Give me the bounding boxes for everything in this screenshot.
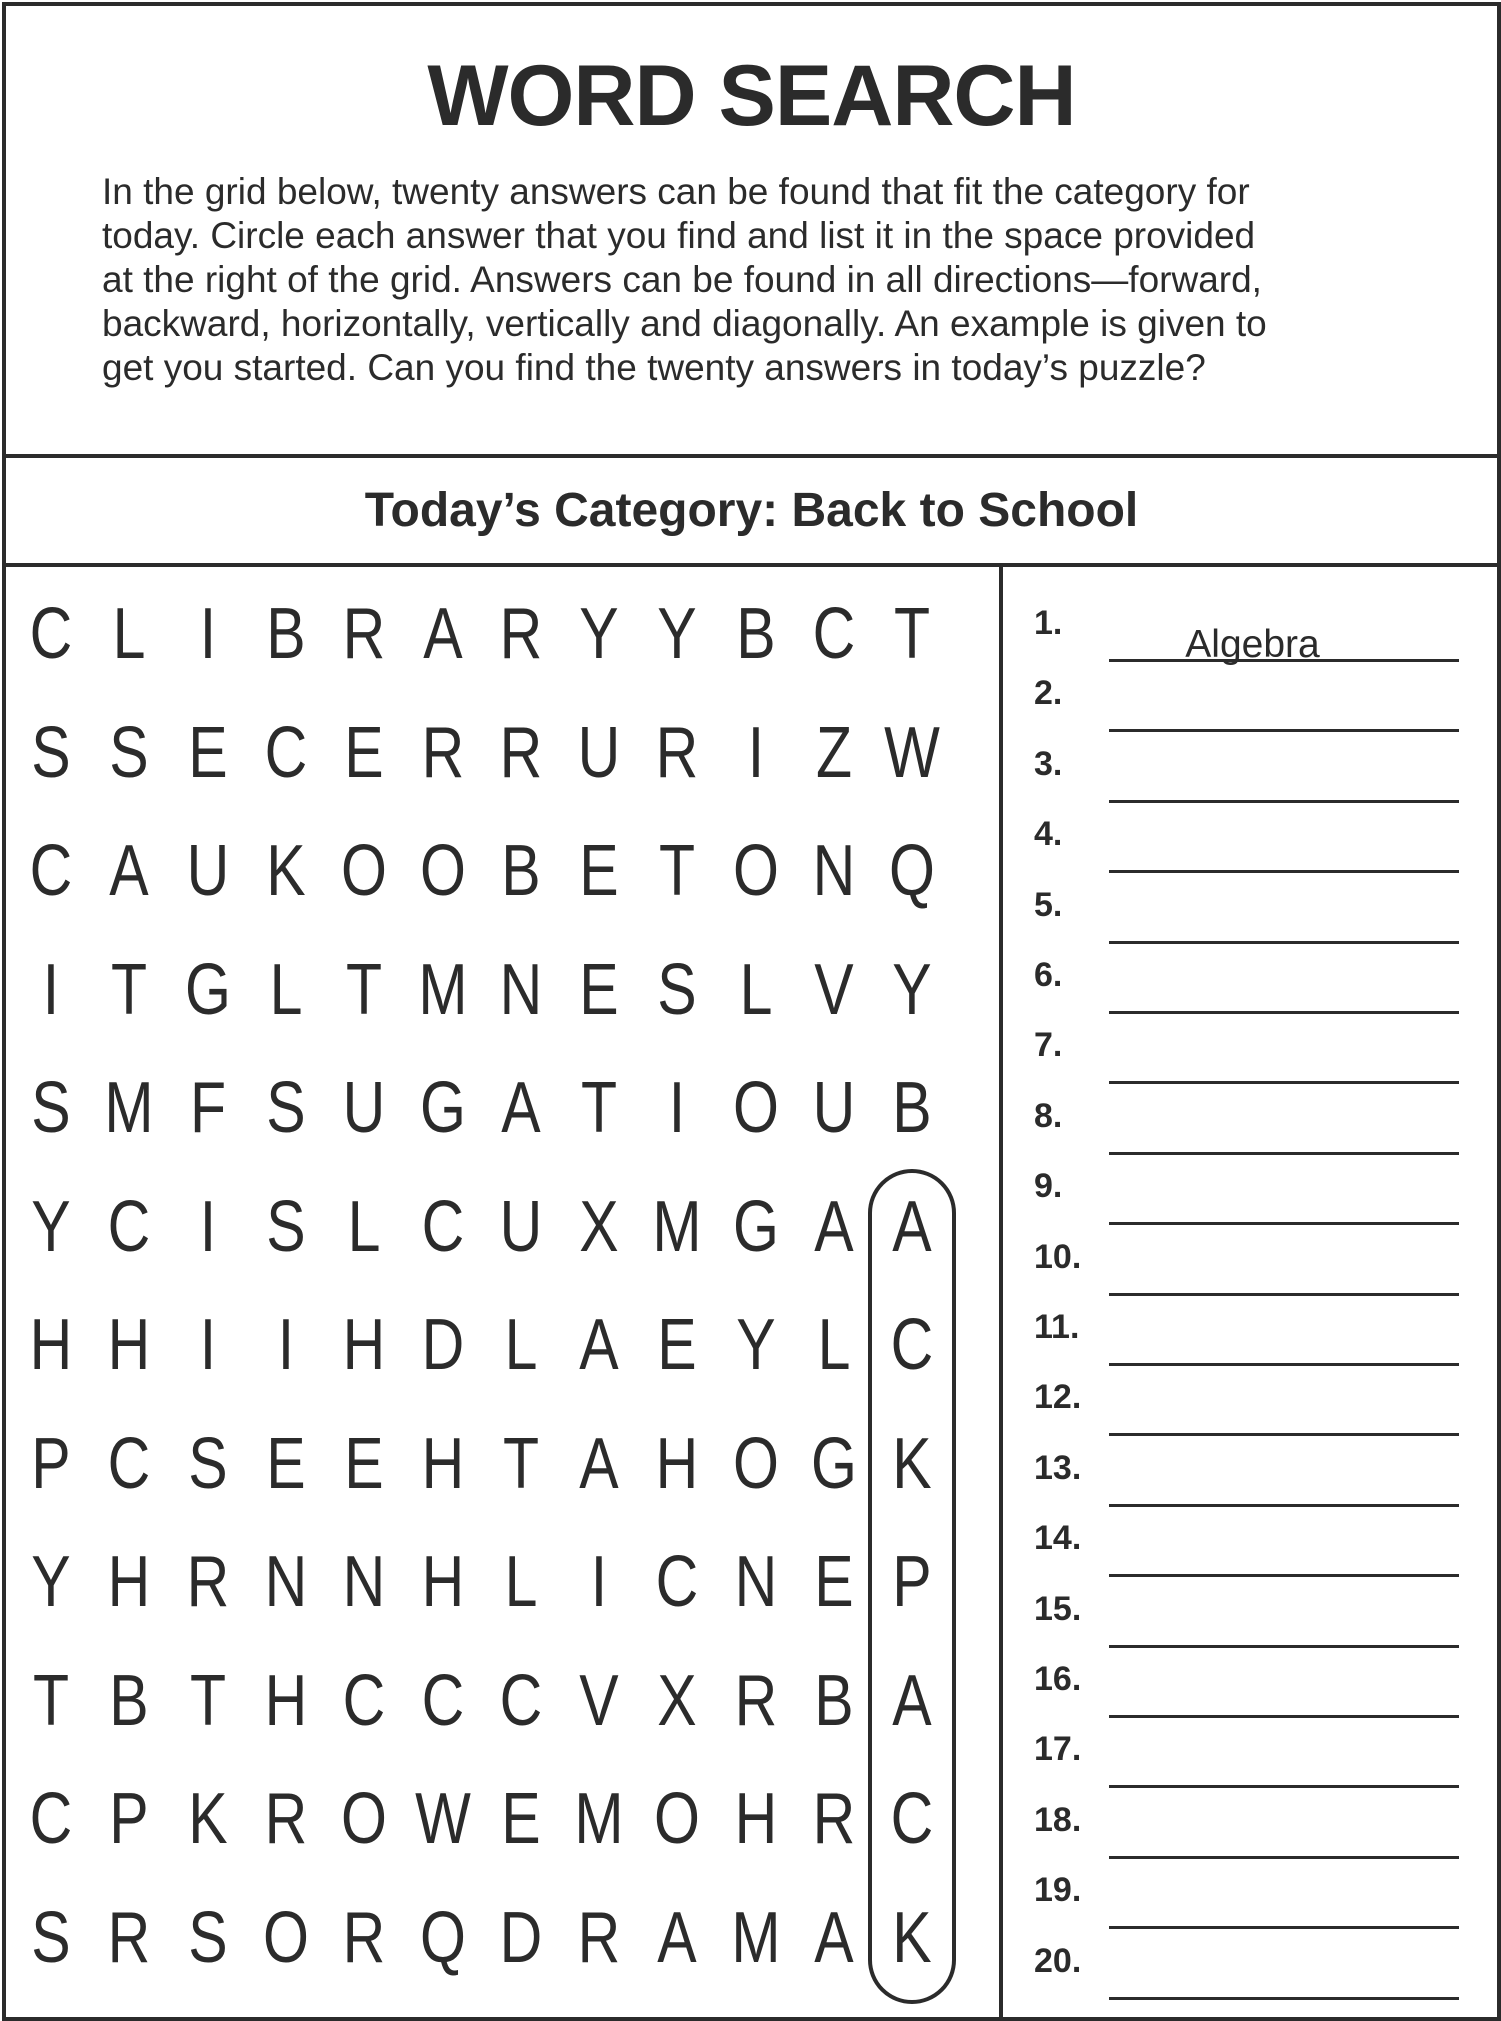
answer-blank-line[interactable] [1109, 1433, 1459, 1436]
answer-row [1003, 949, 1497, 1019]
grid-letter[interactable]: G [811, 1423, 857, 1504]
answer-blank-line[interactable] [1109, 1856, 1459, 1859]
grid-letter[interactable]: L [347, 1186, 381, 1267]
grid-letter[interactable]: I [277, 1305, 295, 1385]
grid-letter[interactable]: T [502, 1423, 539, 1504]
grid-letter[interactable]: Y [31, 1542, 71, 1622]
grid-letter[interactable]: X [579, 1186, 619, 1267]
answer-number: 11. [1034, 1308, 1080, 1346]
instructions-line: at the right of the grid. Answers can be found in all directions—forward, [102, 259, 1262, 300]
grid-letter[interactable]: B [814, 1660, 854, 1741]
grid-letter[interactable]: R [499, 594, 543, 674]
grid-letter[interactable]: T [581, 1068, 618, 1148]
grid-letter[interactable]: T [894, 594, 931, 674]
answer-blank-line[interactable] [1109, 1011, 1459, 1014]
grid-letter[interactable]: T [659, 831, 696, 911]
grid-letter[interactable]: N [812, 831, 856, 911]
instructions-line: In the grid below, twenty answers can be found that fit the category for [102, 171, 1250, 212]
grid-letter[interactable]: A [109, 831, 149, 911]
grid-letter[interactable]: M [417, 949, 468, 1030]
grid-letter[interactable]: Y [657, 594, 698, 674]
answer-blank-line[interactable] [1109, 1574, 1459, 1577]
grid-letter[interactable]: R [577, 1897, 621, 1978]
answer-number: 2. [1034, 674, 1063, 713]
answer-number: 10. [1034, 1237, 1082, 1276]
answer-row [1003, 1935, 1497, 2005]
grid-letter[interactable]: V [579, 1660, 619, 1741]
grid-letter[interactable]: N [499, 949, 543, 1030]
letter-grid [6, 567, 999, 2017]
grid-letter[interactable]: C [342, 1660, 386, 1741]
grid-letter[interactable]: T [111, 949, 148, 1030]
grid-letter[interactable]: I [42, 949, 60, 1030]
grid-letter[interactable]: G [419, 1068, 466, 1148]
grid-letter[interactable]: E [344, 712, 384, 793]
grid-letter[interactable]: I [747, 712, 764, 793]
grid-letter[interactable]: N [342, 1542, 386, 1622]
grid-letter[interactable]: L [739, 949, 773, 1030]
grid-letter[interactable]: A [579, 1423, 619, 1504]
answer-list [1003, 567, 1497, 2017]
grid-letter[interactable]: A [422, 594, 463, 674]
page-title: WORD SEARCH [427, 48, 1076, 144]
header-section [6, 6, 1497, 458]
answer-row [1003, 667, 1497, 737]
grid-letter[interactable]: R [107, 1897, 151, 1978]
grid-letter[interactable]: R [186, 1542, 229, 1622]
answer-number: 9. [1034, 1167, 1063, 1206]
grid-letter[interactable]: H [107, 1305, 151, 1385]
answer-row [1003, 1160, 1497, 1230]
grid-letter[interactable]: E [344, 1423, 384, 1504]
grid-letter[interactable]: C [264, 712, 308, 793]
grid-letter[interactable]: C [29, 831, 73, 911]
grid-letter[interactable]: H [107, 1542, 151, 1622]
answer-blank-line[interactable] [1109, 800, 1459, 803]
grid-letter[interactable]: S [31, 1897, 71, 1978]
grid-letter[interactable]: O [419, 831, 466, 911]
grid-letter[interactable]: T [32, 1660, 70, 1741]
grid-letter[interactable]: K [266, 831, 306, 911]
instructions-line: get you started. Can you find the twenty answers in today’s puzzle? [102, 347, 1206, 388]
grid-letter[interactable]: R [734, 1660, 778, 1741]
grid-letter[interactable]: R [499, 712, 543, 793]
grid-letter[interactable]: O [341, 831, 388, 911]
grid-letter[interactable]: S [109, 712, 149, 793]
grid-letter[interactable]: L [112, 594, 146, 674]
answer-blank-line[interactable] [1109, 1363, 1459, 1366]
grid-letter[interactable]: K [187, 1779, 228, 1859]
grid-letter[interactable]: U [812, 1068, 856, 1148]
grid-letter[interactable]: M [652, 1186, 702, 1267]
grid-letter[interactable]: O [654, 1779, 701, 1859]
answer-row [1003, 808, 1497, 878]
grid-letter[interactable]: L [504, 1305, 538, 1385]
answer-number: 14. [1034, 1519, 1082, 1558]
answer-row [1003, 738, 1497, 808]
answer-row [1003, 1019, 1497, 1089]
grid-letter[interactable]: F [189, 1068, 226, 1148]
grid-letter[interactable]: A [892, 1186, 932, 1267]
grid-letter[interactable]: Q [889, 831, 936, 911]
grid-letter[interactable]: H [421, 1423, 464, 1504]
grid-letter[interactable]: C [107, 1423, 151, 1504]
grid-letter[interactable]: I [590, 1542, 608, 1622]
grid-letter[interactable]: I [199, 1186, 216, 1267]
grid-letter[interactable]: W [414, 1779, 471, 1859]
grid-letter[interactable]: Y [735, 1305, 776, 1385]
answer-row [1003, 1090, 1497, 1160]
answer-blank-line[interactable] [1109, 870, 1459, 873]
answer-number: 15. [1034, 1589, 1082, 1628]
answer-blank-line[interactable] [1109, 1222, 1459, 1225]
grid-letter[interactable]: S [31, 712, 71, 793]
grid-letter[interactable]: I [199, 594, 216, 674]
answer-blank-line[interactable] [1109, 1997, 1459, 2000]
answer-number: 5. [1034, 885, 1063, 924]
answer-blank-line[interactable] [1109, 1715, 1459, 1718]
grid-letter[interactable]: Q [419, 1897, 466, 1978]
grid-letter[interactable]: P [31, 1423, 71, 1504]
grid-letter[interactable]: H [734, 1779, 778, 1859]
answer-row [1003, 597, 1497, 667]
answer-number: 6. [1034, 956, 1063, 994]
grid-letter[interactable]: H [264, 1660, 308, 1741]
grid-letter[interactable]: I [199, 1305, 216, 1385]
grid-letter[interactable]: P [109, 1779, 149, 1859]
grid-letter[interactable]: A [814, 1897, 854, 1978]
grid-letter[interactable]: C [890, 1305, 934, 1385]
grid-letter[interactable]: Y [892, 949, 932, 1030]
grid-letter[interactable]: C [812, 594, 856, 674]
grid-letter[interactable]: O [732, 831, 779, 911]
grid-letter[interactable]: E [814, 1542, 854, 1622]
answer-text: Algebra [1185, 623, 1320, 666]
answer-blank-line[interactable] [1109, 1293, 1459, 1296]
grid-letter[interactable]: E [657, 1305, 698, 1385]
example-answer-circle [868, 1169, 956, 2004]
grid-letter[interactable]: G [184, 949, 231, 1030]
answer-number: 8. [1034, 1096, 1063, 1135]
answer-row [1003, 1512, 1497, 1582]
grid-letter[interactable]: R [656, 712, 699, 793]
grid-letter[interactable]: L [817, 1305, 851, 1385]
grid-letter[interactable]: M [731, 1897, 781, 1978]
answer-number: 16. [1034, 1660, 1082, 1698]
grid-letter[interactable]: S [266, 1068, 306, 1148]
instructions [102, 170, 1422, 390]
grid-letter[interactable]: R [342, 594, 386, 674]
grid-letter[interactable]: C [29, 594, 73, 674]
grid-letter[interactable]: R [812, 1779, 856, 1859]
grid-letter[interactable]: R [421, 712, 464, 793]
grid-letter[interactable]: S [657, 949, 698, 1030]
answer-number: 3. [1034, 744, 1063, 783]
answer-blank-line[interactable] [1109, 941, 1459, 944]
answer-row [1003, 1794, 1497, 1864]
grid-letter[interactable]: C [499, 1660, 543, 1741]
answer-number: 13. [1034, 1448, 1082, 1487]
grid-letter[interactable]: C [421, 1660, 464, 1741]
answer-row [1003, 1301, 1497, 1371]
answer-row [1003, 1864, 1497, 1934]
grid-letter[interactable]: U [342, 1068, 386, 1148]
grid-letter[interactable]: H [342, 1305, 386, 1385]
answer-number: 18. [1034, 1800, 1082, 1839]
grid-letter[interactable]: O [341, 1779, 388, 1859]
answer-blank-line[interactable] [1109, 729, 1459, 732]
answer-number: 7. [1034, 1026, 1063, 1065]
grid-letter[interactable]: M [574, 1779, 624, 1859]
grid-letter[interactable]: Z [815, 712, 853, 793]
grid-letter[interactable]: U [577, 712, 621, 793]
grid-letter[interactable]: B [892, 1068, 932, 1148]
grid-letter[interactable]: N [734, 1542, 778, 1622]
grid-letter[interactable]: S [31, 1068, 71, 1148]
answer-blank-line[interactable] [1109, 1785, 1459, 1788]
grid-letter[interactable]: C [421, 1186, 464, 1267]
grid-letter[interactable]: O [262, 1897, 309, 1978]
grid-letter[interactable]: M [104, 1068, 154, 1148]
grid-letter[interactable]: R [264, 1779, 308, 1859]
grid-letter[interactable]: E [187, 712, 228, 793]
grid-letter[interactable]: S [266, 1186, 306, 1267]
answer-blank-line[interactable] [1109, 1152, 1459, 1155]
grid-letter[interactable]: C [890, 1779, 934, 1859]
instructions-line: today. Circle each answer that you find and list it in the space provided [102, 215, 1256, 256]
grid-letter[interactable]: E [501, 1779, 541, 1859]
grid-letter[interactable]: S [187, 1897, 228, 1978]
answer-row [1003, 1442, 1497, 1512]
answer-row [1003, 879, 1497, 949]
grid-letter[interactable]: T [189, 1660, 226, 1741]
puzzle-frame [2, 2, 1501, 2021]
grid-letter[interactable]: N [264, 1542, 308, 1622]
answer-row [1003, 1653, 1497, 1723]
grid-letter[interactable]: S [187, 1423, 228, 1504]
grid-letter[interactable]: H [656, 1423, 699, 1504]
grid-letter[interactable]: X [657, 1660, 698, 1741]
grid-letter[interactable]: U [499, 1186, 543, 1267]
grid-letter[interactable]: B [266, 594, 306, 674]
grid-letter[interactable]: W [884, 712, 941, 793]
grid-letter[interactable]: C [29, 1779, 73, 1859]
grid-letter[interactable]: G [732, 1186, 779, 1267]
grid-letter[interactable]: I [669, 1068, 686, 1148]
grid-letter[interactable]: P [892, 1542, 932, 1622]
grid-letter[interactable]: O [732, 1068, 779, 1148]
answer-number: 19. [1034, 1871, 1082, 1910]
answer-row [1003, 1583, 1497, 1653]
answer-blank-line[interactable] [1109, 1081, 1459, 1084]
grid-letter[interactable]: B [501, 831, 541, 911]
grid-letter[interactable]: L [504, 1542, 538, 1622]
grid-letter[interactable]: E [266, 1423, 306, 1504]
grid-letter[interactable]: E [579, 831, 619, 911]
grid-letter[interactable]: A [657, 1897, 698, 1978]
answer-row [1003, 1723, 1497, 1793]
answer-row [1003, 1231, 1497, 1301]
grid-letter[interactable]: V [814, 949, 854, 1030]
grid-letter[interactable]: C [107, 1186, 151, 1267]
grid-letter[interactable]: K [892, 1423, 932, 1504]
grid-letter[interactable]: A [501, 1068, 541, 1148]
grid-letter[interactable]: R [342, 1897, 386, 1978]
grid-letter[interactable]: O [732, 1423, 779, 1504]
grid-letter[interactable]: A [814, 1186, 854, 1267]
grid-letter[interactable]: A [579, 1305, 619, 1385]
answer-blank-line[interactable] [1109, 1926, 1459, 1929]
answer-row [1003, 1371, 1497, 1441]
grid-letter[interactable]: D [499, 1897, 543, 1978]
grid-letter[interactable]: L [269, 949, 303, 1030]
grid-letter[interactable]: D [421, 1305, 464, 1385]
category-heading: Today’s Category: Back to School [6, 458, 1497, 567]
grid-letter[interactable]: B [109, 1660, 149, 1741]
answer-number: 12. [1034, 1378, 1082, 1417]
grid-letter[interactable]: E [579, 949, 619, 1030]
answer-blank-line[interactable] [1109, 1504, 1459, 1507]
grid-letter[interactable]: Y [579, 594, 619, 674]
instructions-line: backward, horizontally, vertically and diagonally. An example is given to [102, 303, 1267, 344]
grid-letter[interactable]: U [186, 831, 229, 911]
grid-letter[interactable]: C [656, 1542, 699, 1622]
answer-number: 4. [1034, 815, 1063, 854]
grid-letter[interactable]: K [892, 1897, 932, 1978]
grid-letter[interactable]: H [29, 1305, 73, 1385]
grid-letter[interactable]: A [892, 1660, 932, 1741]
grid-letter[interactable]: T [346, 949, 383, 1030]
grid-letter[interactable]: H [421, 1542, 464, 1622]
answer-number: 20. [1034, 1941, 1082, 1980]
grid-letter[interactable]: Y [31, 1186, 71, 1267]
answer-number: 17. [1034, 1730, 1082, 1769]
answer-blank-line[interactable] [1109, 1645, 1459, 1648]
grid-letter[interactable]: B [735, 594, 776, 674]
answer-number: 1. [1034, 604, 1063, 642]
